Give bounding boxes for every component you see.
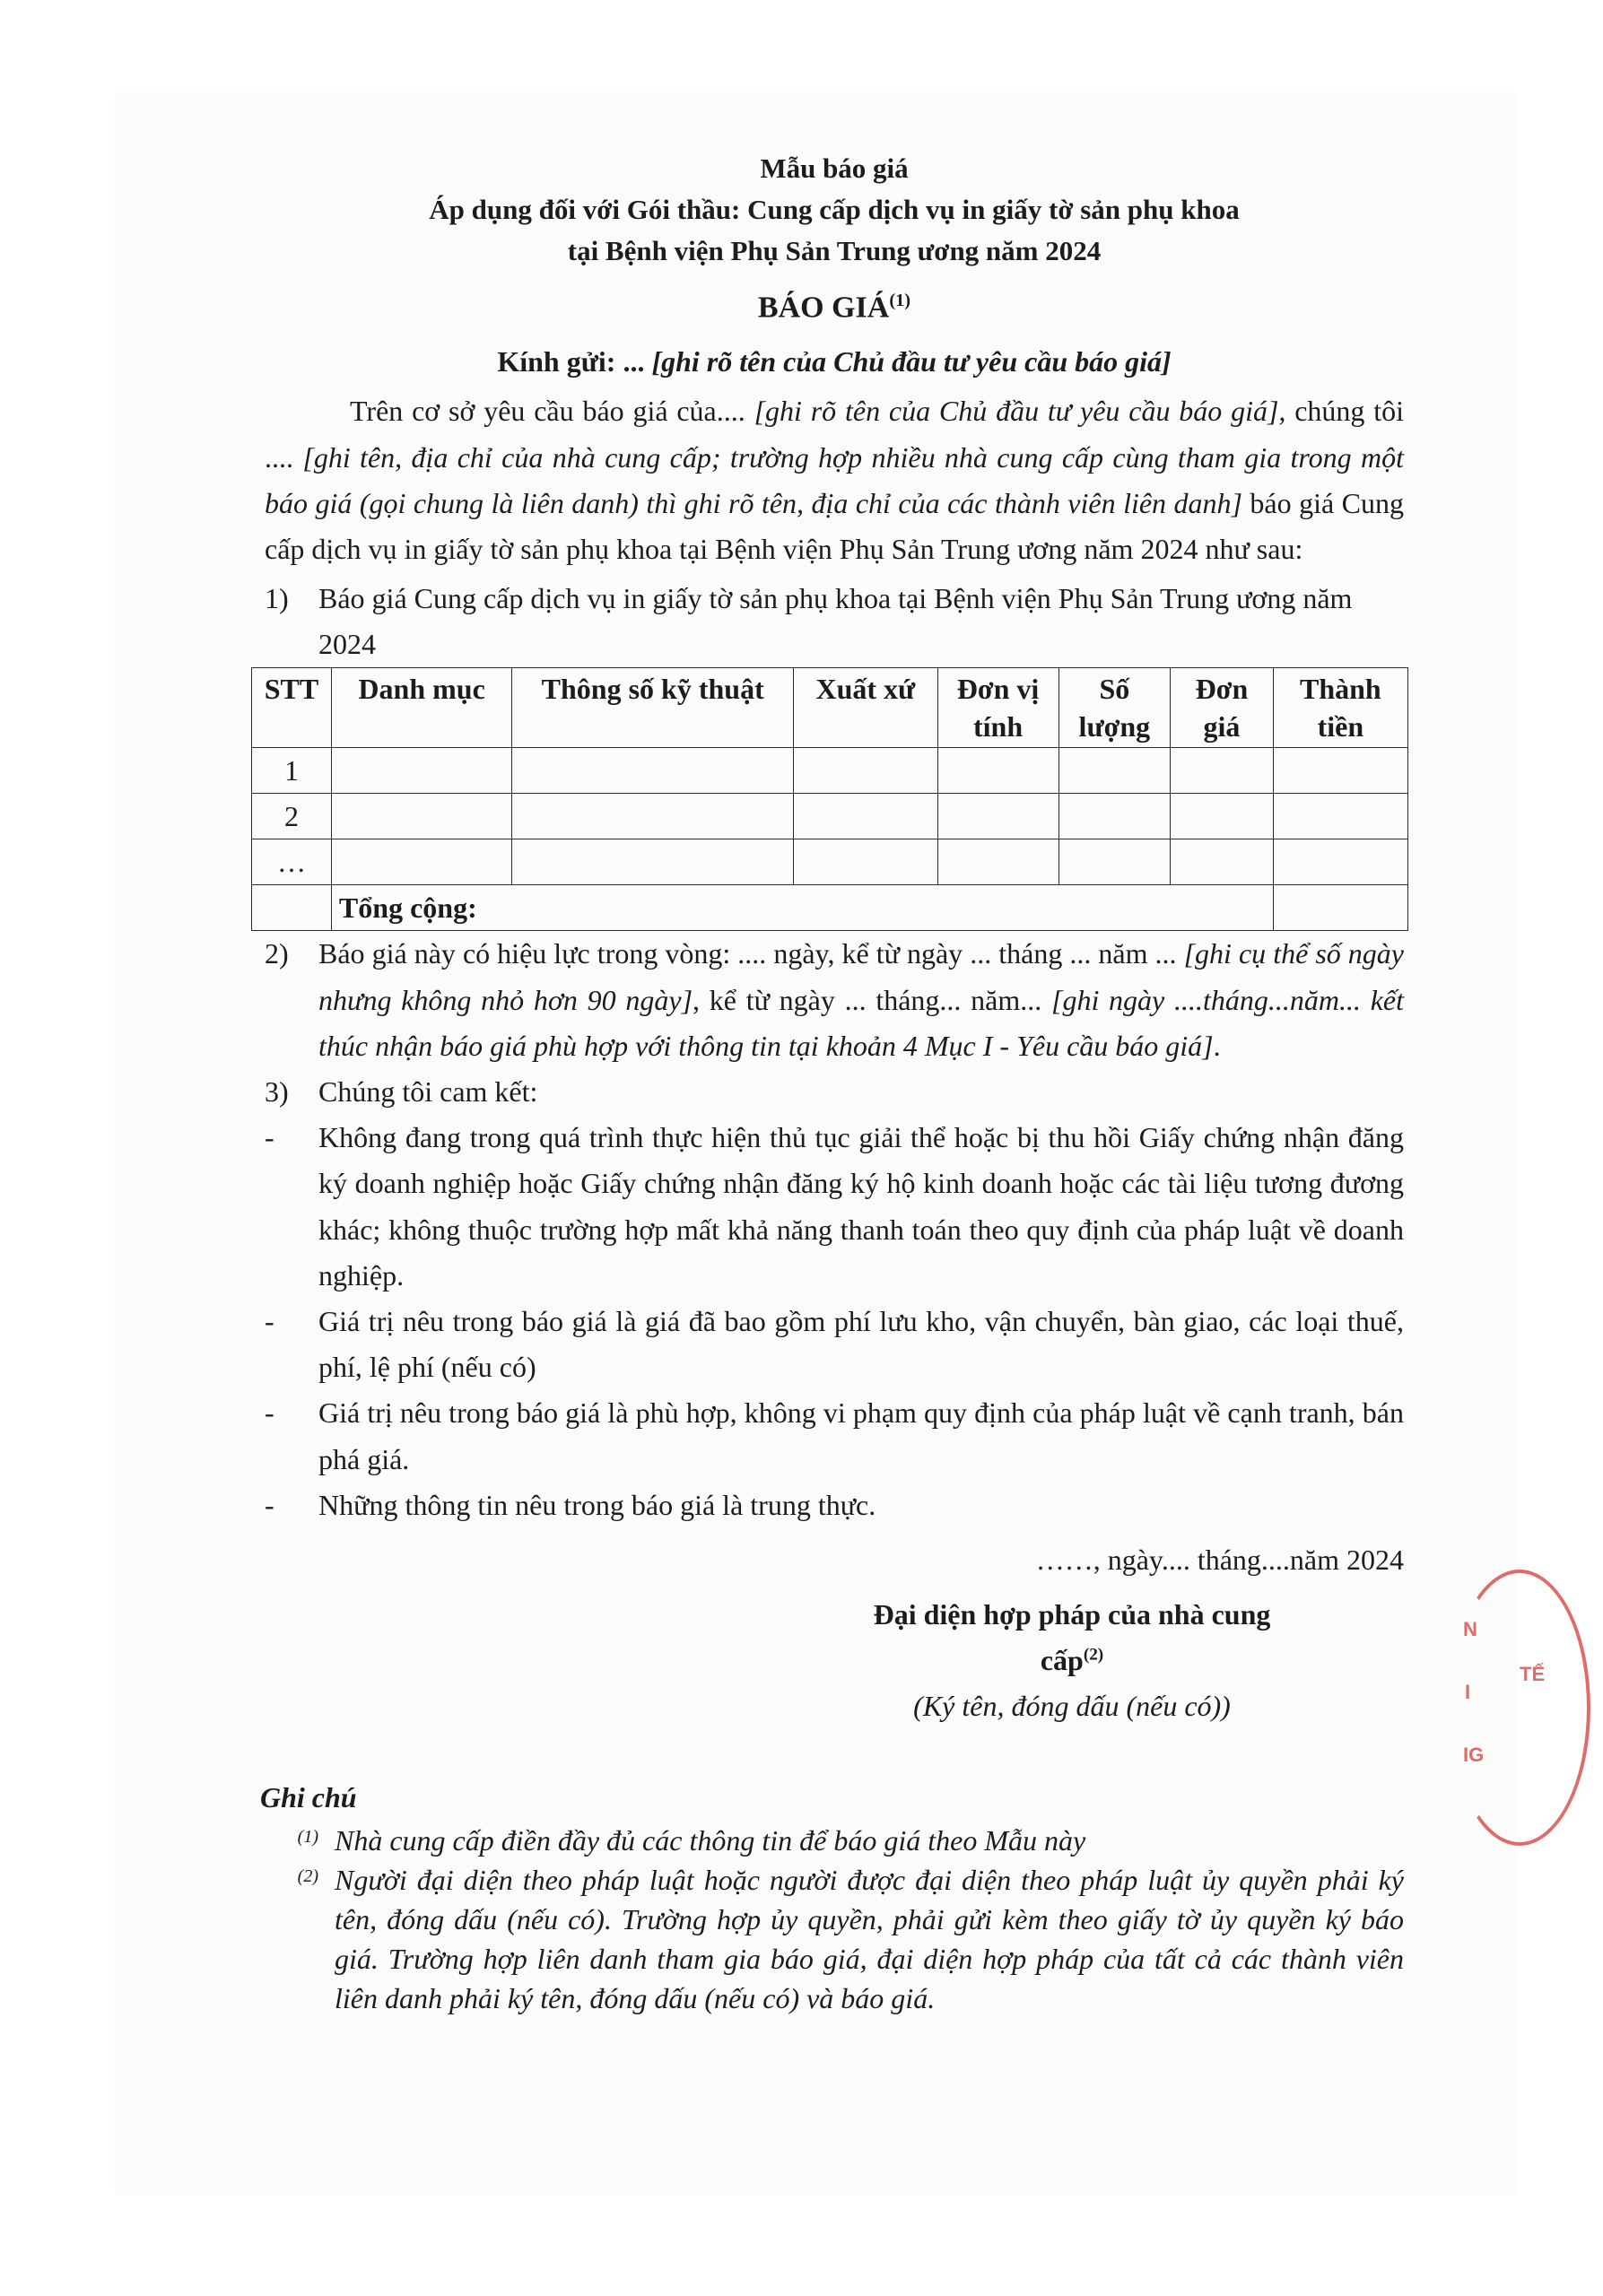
document-body bbox=[260, 148, 1405, 2018]
notes-title: Ghi chú bbox=[260, 1780, 357, 1813]
apply-line-2: tại Bệnh viện Phụ Sản Trung ương năm 2024 bbox=[567, 235, 1102, 266]
col-thong-so: Thông số kỹ thuật bbox=[512, 668, 794, 748]
item-2: 2) Báo giá này có hiệu lực trong vòng: .... ngày, kể từ ngày ... tháng ... năm ... [ghi cụ thể số ngày nhưng không nhỏ hơn 90 ngày], kể từ ngày ... tháng... năm... [ghi ngày ....tháng...năm... kết thúc nhận báo giá phù hợp với thông tin tại khoản 4 Mục I - Yêu cầu báo giá]. bbox=[265, 937, 1405, 1062]
col-xuat-xu: Xuất xứ bbox=[794, 668, 937, 748]
col-so-luong: Số lượng bbox=[1059, 668, 1171, 748]
commitment-4: - Những thông tin nêu trong báo giá là trung thực. bbox=[265, 1488, 876, 1521]
table-total-row bbox=[252, 885, 1408, 931]
table-header-row bbox=[252, 668, 1408, 748]
intro-paragraph: Trên cơ sở yêu cầu báo giá của.... [ghi rõ tên của Chủ đầu tư yêu cầu báo giá], chúng tôi .... [ghi tên, địa chỉ của nhà cung cấp; trường hợp nhiều nhà cung cấp cùng tham gia trong một báo giá (gọi chung là liên danh) thì ghi rõ tên, địa chỉ của các thành viên liên danh] báo giá Cung cấp dịch vụ in giấy tờ sản phụ khoa tại Bệnh viện Phụ Sản Trung ương năm 2024 như sau: bbox=[265, 395, 1405, 565]
table-row bbox=[252, 748, 1408, 794]
representative-title: Đại diện hợp pháp của nhà cung cấp$^{(2)}$ bbox=[873, 1598, 1271, 1677]
representative-subtitle: (Ký tên, đóng dấu (nếu có)) bbox=[913, 1690, 1231, 1723]
col-don-gia: Đơn giá bbox=[1171, 668, 1273, 748]
note-1: (1) Nhà cung cấp điền đầy đủ các thông tin để báo giá theo Mẫu này bbox=[297, 1823, 1086, 1857]
commitment-2: - Giá trị nêu trong báo giá là giá đã bao gồm phí lưu kho, vận chuyển, bàn giao, các loại thuế, phí, lệ phí (nếu có) bbox=[265, 1304, 1404, 1384]
table-row bbox=[252, 794, 1408, 839]
row-stt: 1 bbox=[252, 748, 332, 794]
commitment-3: - Giá trị nêu trong báo giá là phù hợp, không vi phạm quy định của pháp luật về cạnh tranh, bán phá giá. bbox=[265, 1396, 1404, 1475]
item-3: 3) Chúng tôi cam kết: bbox=[265, 1075, 538, 1109]
row-stt: … bbox=[252, 839, 332, 885]
red-seal-stamp: N I TẾ IG bbox=[1449, 1570, 1590, 1846]
date-line: ……, ngày.... tháng....năm 2024 bbox=[1035, 1543, 1404, 1576]
row-stt: 2 bbox=[252, 794, 332, 839]
form-title: Mẫu báo giá bbox=[760, 152, 909, 184]
col-stt: STT bbox=[252, 668, 332, 748]
note-2: (2) Người đại diện theo pháp luật hoặc người được đại diện theo pháp luật ủy quyền phải ký tên, đóng dấu (nếu có). Trường hợp ủy quyền, phải gửi kèm theo giấy tờ ủy quyền ký báo giá. Trường hợp liên danh tham gia báo giá, đại diện hợp pháp của tất cả các thành viên liên danh phải ký tên, đóng dấu (nếu có) và báo giá. bbox=[297, 1863, 1404, 2014]
commitment-1: - Không đang trong quá trình thực hiện thủ tục giải thể hoặc bị thu hồi Giấy chứng nhận đăng ký doanh nghiệp hoặc Giấy chứng nhận đăng ký hộ kinh doanh hoặc các tài liệu tương đương khác; không thuộc trường hợp mất khả năng thanh toán theo quy định của pháp luật về doanh nghiệp. bbox=[265, 1121, 1404, 1292]
table-row bbox=[252, 839, 1408, 885]
col-danh-muc: Danh mục bbox=[331, 668, 511, 748]
item-1: 1) Báo giá Cung cấp dịch vụ in giấy tờ sản phụ khoa tại Bệnh viện Phụ Sản Trung ương năm 2024 bbox=[265, 582, 1353, 661]
apply-line-1: Áp dụng đối với Gói thầu: Cung cấp dịch vụ in giấy tờ sản phụ khoa bbox=[429, 194, 1240, 225]
recipient-line: Kính gửi: ... [ghi rõ tên của Chủ đầu tư yêu cầu báo giá] bbox=[497, 345, 1172, 378]
total-label: Tổng cộng: bbox=[331, 885, 1273, 931]
signature-block bbox=[265, 1592, 1305, 1730]
notes-section bbox=[260, 1775, 1404, 2018]
col-thanh-tien: Thành tiền bbox=[1273, 668, 1407, 748]
col-don-vi-tinh: Đơn vị tính bbox=[937, 668, 1059, 748]
quote-table bbox=[251, 667, 1408, 931]
document-heading: BÁO GIÁ$^{(1)}$ bbox=[757, 291, 911, 325]
